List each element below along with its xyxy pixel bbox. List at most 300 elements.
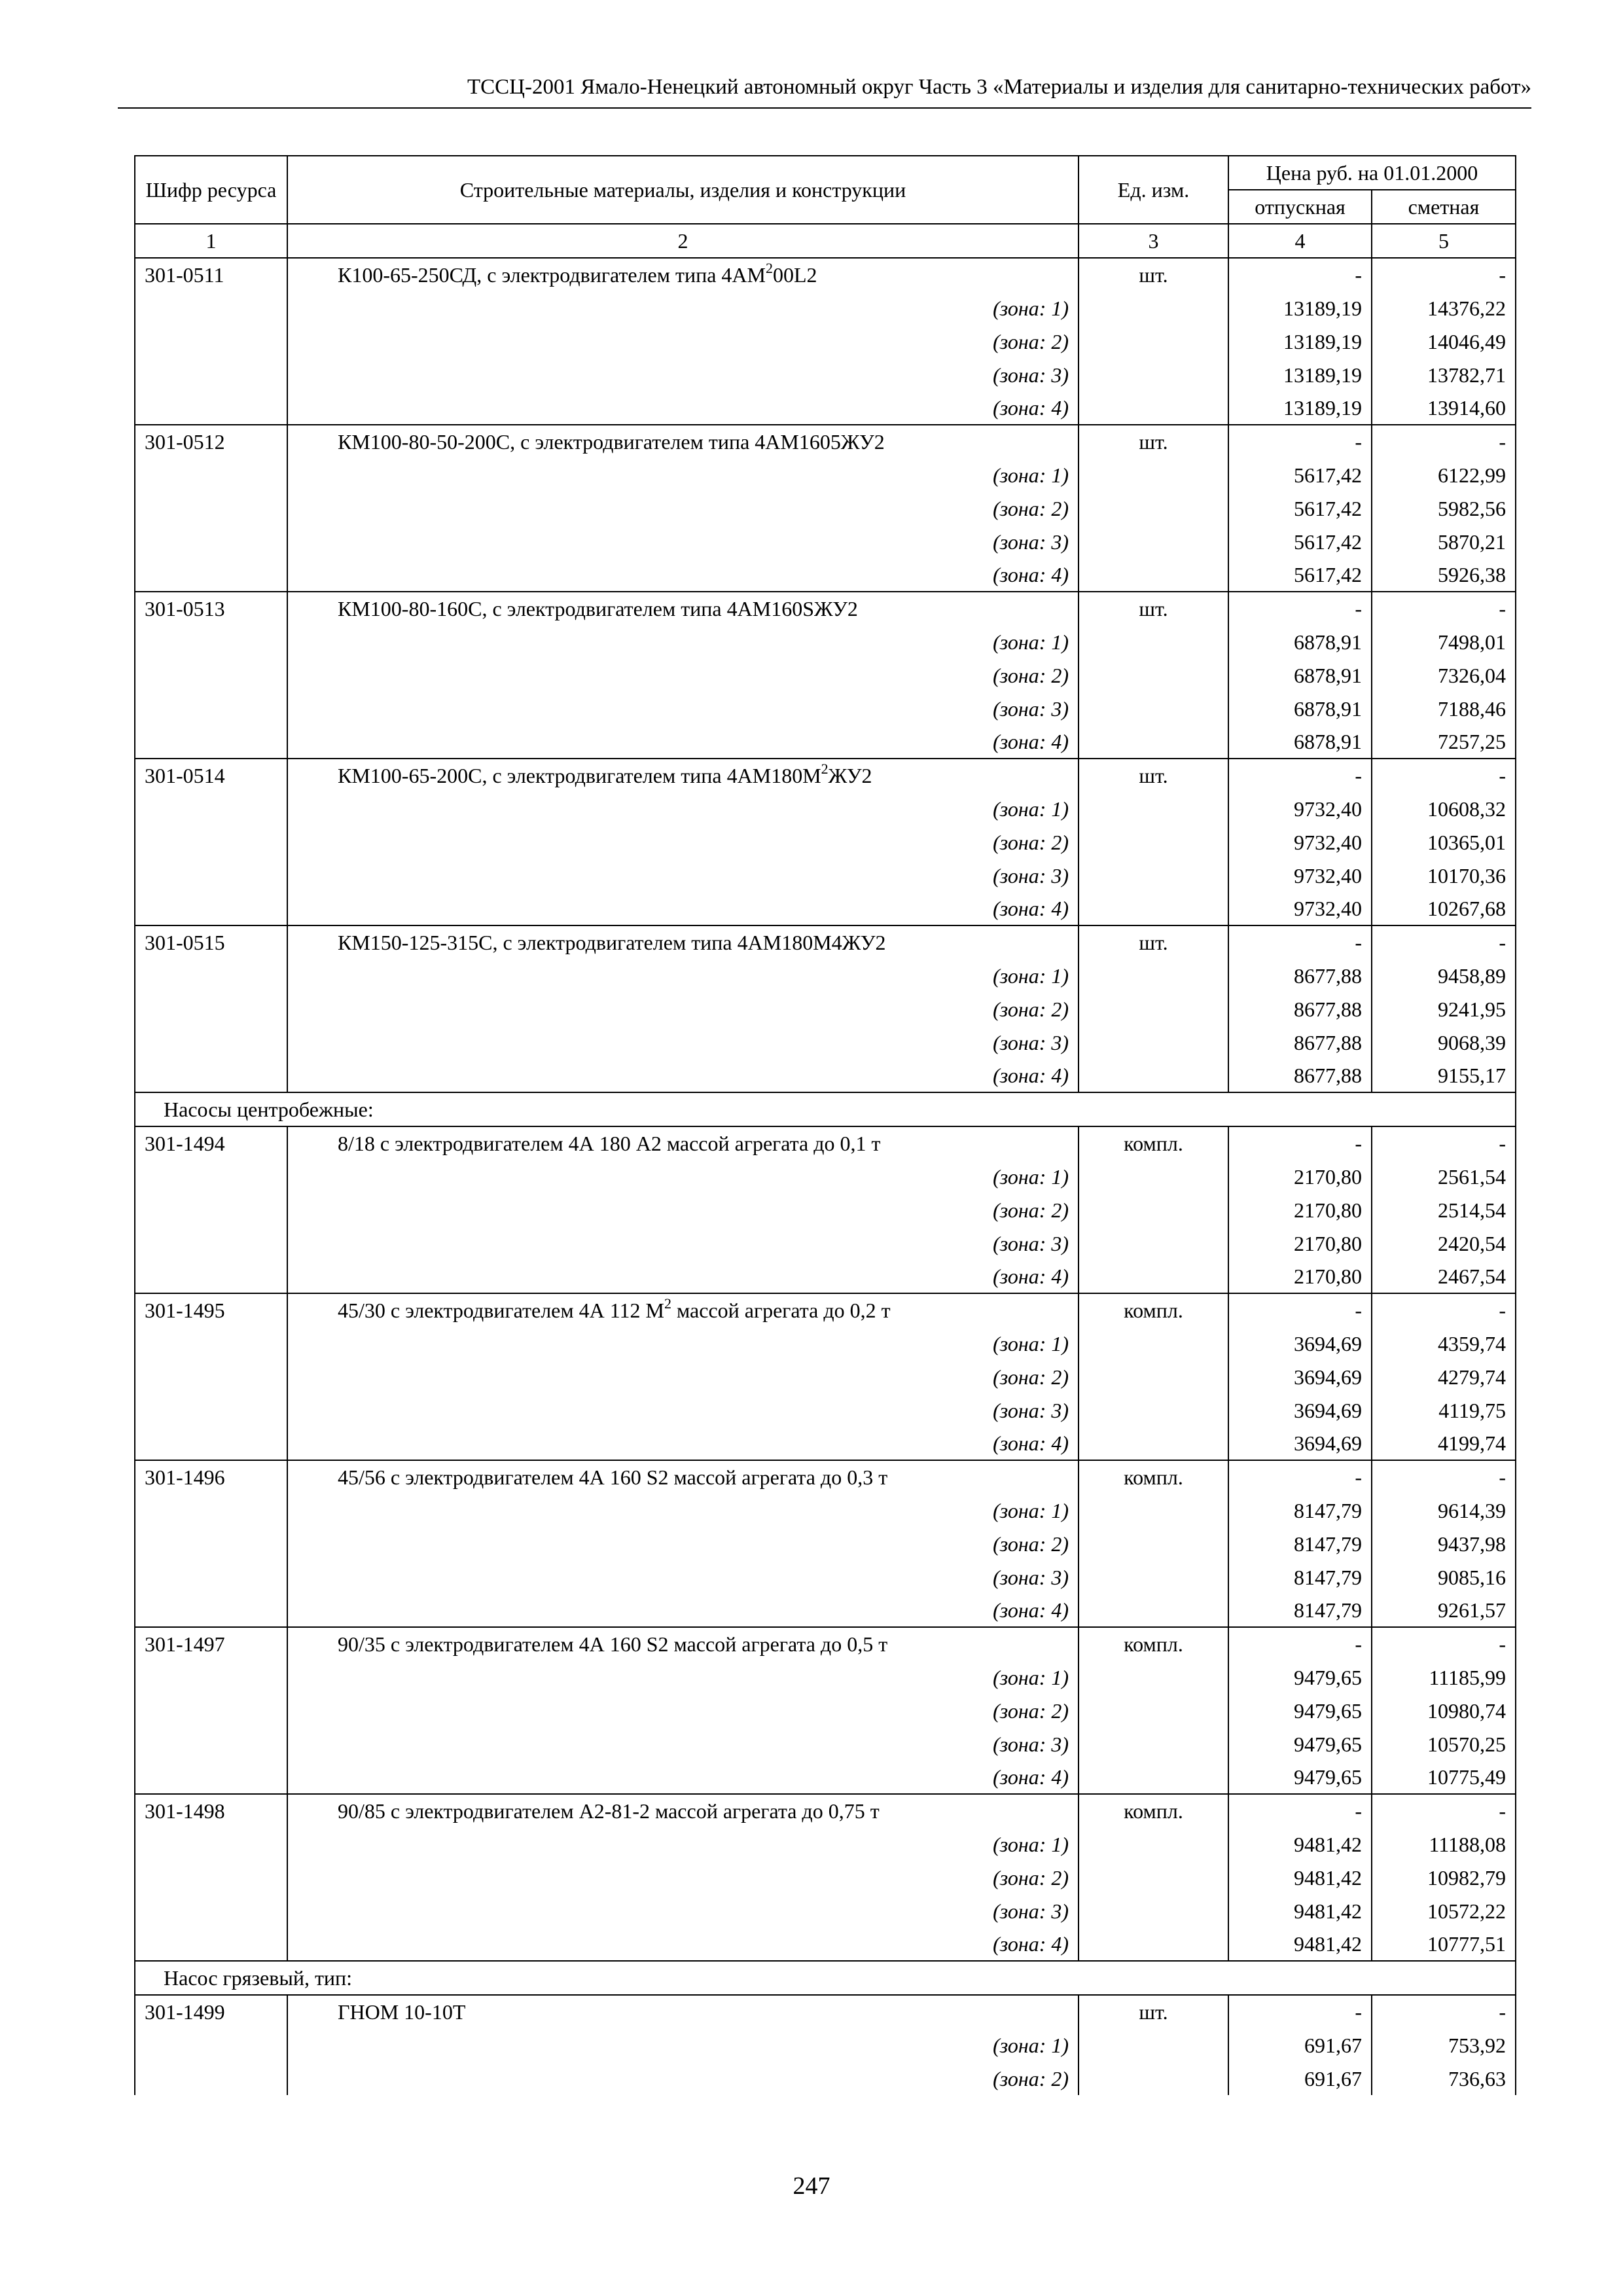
zone-label: (зона: 1) <box>287 2028 1079 2062</box>
price-estimate: 10570,25 <box>1372 1727 1516 1761</box>
table-row <box>135 759 1516 792</box>
price-estimate: 14046,49 <box>1372 325 1516 358</box>
zone-label: (зона: 1) <box>287 1160 1079 1193</box>
empty-code-cell <box>135 1861 287 1894</box>
zone-row <box>135 325 1516 358</box>
price-estimate: - <box>1372 759 1516 792</box>
empty-code-cell <box>135 325 287 358</box>
empty-unit-cell <box>1079 825 1228 859</box>
price-release: 5617,42 <box>1228 458 1372 492</box>
price-release: - <box>1228 759 1372 792</box>
zone-row <box>135 992 1516 1026</box>
empty-unit-cell <box>1079 1527 1228 1560</box>
zone-row <box>135 291 1516 325</box>
table-row <box>135 1460 1516 1494</box>
item-name-tail: ЖУ2 <box>828 764 872 787</box>
header-price-estimate: сметная <box>1372 190 1516 224</box>
empty-code-cell <box>135 992 287 1026</box>
empty-code-cell <box>135 1660 287 1694</box>
price-release: 8677,88 <box>1228 1026 1372 1059</box>
price-release: - <box>1228 1627 1372 1660</box>
price-estimate: 5870,21 <box>1372 525 1516 558</box>
empty-code-cell <box>135 1393 287 1427</box>
price-release: 2170,80 <box>1228 1260 1372 1293</box>
zone-row <box>135 1026 1516 1059</box>
empty-code-cell <box>135 625 287 658</box>
price-estimate: 4119,75 <box>1372 1393 1516 1427</box>
price-estimate: 11185,99 <box>1372 1660 1516 1694</box>
zone-label: (зона: 2) <box>287 658 1079 692</box>
price-estimate: 9458,89 <box>1372 959 1516 992</box>
zone-row <box>135 1227 1516 1260</box>
item-name-superscript: 2 <box>664 1295 671 1312</box>
zone-row <box>135 1327 1516 1360</box>
zone-row <box>135 1894 1516 1928</box>
price-estimate: 10365,01 <box>1372 825 1516 859</box>
price-estimate: - <box>1372 1293 1516 1327</box>
header-price-group: Цена руб. на 01.01.2000 <box>1228 156 1516 190</box>
zone-label: (зона: 1) <box>287 458 1079 492</box>
item-name <box>287 1126 1079 1160</box>
empty-unit-cell <box>1079 1026 1228 1059</box>
empty-unit-cell <box>1079 558 1228 592</box>
price-estimate: - <box>1372 258 1516 291</box>
column-numbers-row <box>135 224 1516 258</box>
price-release: 3694,69 <box>1228 1427 1372 1460</box>
zone-label: (зона: 3) <box>287 525 1079 558</box>
empty-code-cell <box>135 1727 287 1761</box>
empty-code-cell <box>135 725 287 759</box>
unit: компл. <box>1079 1460 1228 1494</box>
price-release: 9732,40 <box>1228 825 1372 859</box>
zone-row <box>135 692 1516 725</box>
price-estimate: 7326,04 <box>1372 658 1516 692</box>
table-row <box>135 592 1516 625</box>
empty-unit-cell <box>1079 1427 1228 1460</box>
zone-row <box>135 1694 1516 1727</box>
zone-row <box>135 492 1516 525</box>
zone-label: (зона: 1) <box>287 1827 1079 1861</box>
resource-code: 301-1499 <box>135 1995 287 2028</box>
empty-code-cell <box>135 1894 287 1928</box>
empty-unit-cell <box>1079 1260 1228 1293</box>
zone-label: (зона: 3) <box>287 692 1079 725</box>
empty-code-cell <box>135 1761 287 1794</box>
zone-label: (зона: 2) <box>287 2062 1079 2095</box>
zone-row <box>135 358 1516 391</box>
resource-code: 301-0515 <box>135 925 287 959</box>
price-estimate: 2467,54 <box>1372 1260 1516 1293</box>
zone-label: (зона: 2) <box>287 1527 1079 1560</box>
price-estimate: 10982,79 <box>1372 1861 1516 1894</box>
price-release: - <box>1228 925 1372 959</box>
table-row <box>135 258 1516 291</box>
item-name-tail: массой агрегата до 0,2 т <box>671 1299 891 1322</box>
zone-label: (зона: 1) <box>287 1327 1079 1360</box>
price-release: 8677,88 <box>1228 992 1372 1026</box>
empty-code-cell <box>135 492 287 525</box>
zone-label: (зона: 2) <box>287 492 1079 525</box>
empty-code-cell <box>135 1327 287 1360</box>
empty-code-cell <box>135 1227 287 1260</box>
price-release: 2170,80 <box>1228 1193 1372 1227</box>
zone-label: (зона: 4) <box>287 558 1079 592</box>
price-release: 9479,65 <box>1228 1660 1372 1694</box>
empty-code-cell <box>135 291 287 325</box>
empty-unit-cell <box>1079 1727 1228 1761</box>
item-name <box>287 759 1079 792</box>
price-release: - <box>1228 425 1372 458</box>
zone-label: (зона: 3) <box>287 1026 1079 1059</box>
section-title: Насос грязевый, тип: <box>135 1961 1516 1995</box>
price-release: 2170,80 <box>1228 1227 1372 1260</box>
item-name-text: КМ100-65-200С, с электродвигателем типа 4АМ180М <box>338 764 821 787</box>
price-release: 9479,65 <box>1228 1761 1372 1794</box>
empty-unit-cell <box>1079 1694 1228 1727</box>
zone-label: (зона: 1) <box>287 959 1079 992</box>
section-title: Насосы центробежные: <box>135 1092 1516 1126</box>
price-estimate: 5982,56 <box>1372 492 1516 525</box>
empty-code-cell <box>135 1427 287 1460</box>
empty-unit-cell <box>1079 492 1228 525</box>
zone-label: (зона: 4) <box>287 1427 1079 1460</box>
empty-unit-cell <box>1079 391 1228 425</box>
zone-row <box>135 458 1516 492</box>
empty-unit-cell <box>1079 291 1228 325</box>
resource-code: 301-1496 <box>135 1460 287 1494</box>
zone-row <box>135 2062 1516 2095</box>
price-estimate: 7188,46 <box>1372 692 1516 725</box>
price-estimate: - <box>1372 1995 1516 2028</box>
price-release: 9732,40 <box>1228 792 1372 825</box>
unit: компл. <box>1079 1293 1228 1327</box>
price-estimate: 9614,39 <box>1372 1494 1516 1527</box>
zone-row <box>135 1059 1516 1092</box>
unit: компл. <box>1079 1794 1228 1827</box>
price-estimate: 9068,39 <box>1372 1026 1516 1059</box>
zone-label: (зона: 3) <box>287 1894 1079 1928</box>
item-name-text: 90/85 с электродвигателем А2-81-2 массой агрегата до 0,75 т <box>338 1799 880 1823</box>
price-estimate: 6122,99 <box>1372 458 1516 492</box>
empty-unit-cell <box>1079 525 1228 558</box>
empty-code-cell <box>135 1360 287 1393</box>
empty-unit-cell <box>1079 1360 1228 1393</box>
price-estimate: 14376,22 <box>1372 291 1516 325</box>
price-estimate: 10572,22 <box>1372 1894 1516 1928</box>
price-estimate: 5926,38 <box>1372 558 1516 592</box>
price-release: 13189,19 <box>1228 391 1372 425</box>
price-release: 691,67 <box>1228 2028 1372 2062</box>
table-body <box>135 258 1516 2095</box>
item-name-text: КМ100-80-160С, с электродвигателем типа 4АМ160SЖУ2 <box>338 597 858 620</box>
item-name-text: КМ150-125-315С, с электродвигателем типа 4АМ180М4ЖУ2 <box>338 931 886 954</box>
price-release: 6878,91 <box>1228 692 1372 725</box>
empty-unit-cell <box>1079 792 1228 825</box>
zone-row <box>135 1193 1516 1227</box>
empty-unit-cell <box>1079 325 1228 358</box>
empty-code-cell <box>135 959 287 992</box>
empty-unit-cell <box>1079 1160 1228 1193</box>
resource-code: 301-1494 <box>135 1126 287 1160</box>
empty-unit-cell <box>1079 1227 1228 1260</box>
price-estimate: 9085,16 <box>1372 1560 1516 1594</box>
price-estimate: 753,92 <box>1372 2028 1516 2062</box>
header-unit: Ед. изм. <box>1079 156 1228 224</box>
unit: шт. <box>1079 425 1228 458</box>
zone-row <box>135 1260 1516 1293</box>
price-estimate: - <box>1372 592 1516 625</box>
price-release: 13189,19 <box>1228 325 1372 358</box>
zone-label: (зона: 3) <box>287 1727 1079 1761</box>
zone-row <box>135 725 1516 759</box>
zone-label: (зона: 2) <box>287 825 1079 859</box>
zone-label: (зона: 4) <box>287 725 1079 759</box>
zone-row <box>135 792 1516 825</box>
empty-code-cell <box>135 658 287 692</box>
zone-row <box>135 892 1516 925</box>
price-release: - <box>1228 1126 1372 1160</box>
empty-unit-cell <box>1079 1193 1228 1227</box>
table-row <box>135 1995 1516 2028</box>
zone-label: (зона: 3) <box>287 1560 1079 1594</box>
zone-label: (зона: 3) <box>287 1227 1079 1260</box>
item-name <box>287 592 1079 625</box>
zone-row <box>135 391 1516 425</box>
zone-row <box>135 1360 1516 1393</box>
resource-code: 301-1497 <box>135 1627 287 1660</box>
zone-label: (зона: 1) <box>287 291 1079 325</box>
empty-code-cell <box>135 558 287 592</box>
section-row <box>135 1092 1516 1126</box>
empty-code-cell <box>135 892 287 925</box>
price-release: 6878,91 <box>1228 625 1372 658</box>
zone-row <box>135 1527 1516 1560</box>
zone-row <box>135 658 1516 692</box>
item-name-superscript: 2 <box>821 761 829 777</box>
zone-label: (зона: 2) <box>287 325 1079 358</box>
table-row <box>135 1627 1516 1660</box>
zone-row <box>135 525 1516 558</box>
table-row <box>135 1293 1516 1327</box>
empty-unit-cell <box>1079 1494 1228 1527</box>
price-release: 8147,79 <box>1228 1494 1372 1527</box>
price-release: 9479,65 <box>1228 1694 1372 1727</box>
empty-unit-cell <box>1079 1761 1228 1794</box>
zone-label: (зона: 1) <box>287 792 1079 825</box>
section-row <box>135 1961 1516 1995</box>
zone-label: (зона: 4) <box>287 1059 1079 1092</box>
price-release: 3694,69 <box>1228 1360 1372 1393</box>
zone-label: (зона: 4) <box>287 892 1079 925</box>
zone-row <box>135 1727 1516 1761</box>
empty-unit-cell <box>1079 2028 1228 2062</box>
price-release: 3694,69 <box>1228 1327 1372 1360</box>
table-row <box>135 925 1516 959</box>
item-name <box>287 1293 1079 1327</box>
zone-row <box>135 859 1516 892</box>
zone-row <box>135 1393 1516 1427</box>
price-estimate: 9155,17 <box>1372 1059 1516 1092</box>
unit: компл. <box>1079 1627 1228 1660</box>
empty-code-cell <box>135 1260 287 1293</box>
zone-label: (зона: 1) <box>287 1494 1079 1527</box>
price-estimate: 4199,74 <box>1372 1427 1516 1460</box>
zone-row <box>135 1660 1516 1694</box>
price-release: 3694,69 <box>1228 1393 1372 1427</box>
zone-label: (зона: 4) <box>287 1928 1079 1961</box>
price-estimate: 11188,08 <box>1372 1827 1516 1861</box>
item-name <box>287 258 1079 291</box>
price-estimate: 9241,95 <box>1372 992 1516 1026</box>
empty-unit-cell <box>1079 358 1228 391</box>
resource-code: 301-0514 <box>135 759 287 792</box>
column-number: 2 <box>287 224 1079 258</box>
resource-code: 301-0512 <box>135 425 287 458</box>
price-estimate: 10267,68 <box>1372 892 1516 925</box>
item-name-text: КМ100-80-50-200С, с электродвигателем типа 4АМ1605ЖУ2 <box>338 430 885 454</box>
empty-code-cell <box>135 1560 287 1594</box>
empty-unit-cell <box>1079 1059 1228 1092</box>
table-row <box>135 425 1516 458</box>
zone-row <box>135 1427 1516 1460</box>
price-release: 9732,40 <box>1228 892 1372 925</box>
item-name <box>287 1627 1079 1660</box>
column-number: 3 <box>1079 224 1228 258</box>
price-estimate: 13782,71 <box>1372 358 1516 391</box>
empty-code-cell <box>135 2028 287 2062</box>
zone-row <box>135 1928 1516 1961</box>
price-estimate: 7257,25 <box>1372 725 1516 759</box>
price-release: 9481,42 <box>1228 1827 1372 1861</box>
price-estimate: - <box>1372 1794 1516 1827</box>
zone-row <box>135 625 1516 658</box>
item-name <box>287 1460 1079 1494</box>
zone-row <box>135 1160 1516 1193</box>
zone-label: (зона: 2) <box>287 1861 1079 1894</box>
item-name-text: 45/30 с электродвигателем 4А 112 М <box>338 1299 664 1322</box>
empty-unit-cell <box>1079 1594 1228 1627</box>
price-release: 8147,79 <box>1228 1594 1372 1627</box>
price-estimate: 4279,74 <box>1372 1360 1516 1393</box>
price-release: 8147,79 <box>1228 1527 1372 1560</box>
empty-unit-cell <box>1079 1560 1228 1594</box>
unit: шт. <box>1079 759 1228 792</box>
header-code: Шифр ресурса <box>135 156 287 224</box>
price-release: 691,67 <box>1228 2062 1372 2095</box>
zone-row <box>135 1560 1516 1594</box>
price-estimate: 2514,54 <box>1372 1193 1516 1227</box>
price-estimate: 4359,74 <box>1372 1327 1516 1360</box>
price-release: 13189,19 <box>1228 358 1372 391</box>
empty-code-cell <box>135 1928 287 1961</box>
empty-unit-cell <box>1079 1393 1228 1427</box>
zone-label: (зона: 3) <box>287 859 1079 892</box>
running-header: ТССЦ-2001 Ямало-Ненецкий автономный округ Часть 3 «Материалы и изделия для санитарно-технических работ» <box>118 73 1531 109</box>
price-release: 9481,42 <box>1228 1861 1372 1894</box>
zone-label: (зона: 4) <box>287 391 1079 425</box>
header-name: Строительные материалы, изделия и конструкции <box>287 156 1079 224</box>
header-price-release: отпускная <box>1228 190 1372 224</box>
price-release: 8677,88 <box>1228 1059 1372 1092</box>
page-number: 247 <box>793 2172 830 2200</box>
price-estimate: 13914,60 <box>1372 391 1516 425</box>
price-estimate: 10980,74 <box>1372 1694 1516 1727</box>
empty-code-cell <box>135 391 287 425</box>
zone-row <box>135 959 1516 992</box>
price-estimate: - <box>1372 425 1516 458</box>
price-table <box>134 155 1516 2095</box>
column-number: 1 <box>135 224 287 258</box>
price-release: - <box>1228 1460 1372 1494</box>
price-release: 5617,42 <box>1228 558 1372 592</box>
empty-code-cell <box>135 1026 287 1059</box>
price-release: 2170,80 <box>1228 1160 1372 1193</box>
zone-label: (зона: 1) <box>287 1660 1079 1694</box>
empty-code-cell <box>135 1594 287 1627</box>
column-number: 5 <box>1372 224 1516 258</box>
zone-label: (зона: 4) <box>287 1761 1079 1794</box>
empty-unit-cell <box>1079 625 1228 658</box>
empty-unit-cell <box>1079 1894 1228 1928</box>
price-estimate: 2420,54 <box>1372 1227 1516 1260</box>
table-row <box>135 1794 1516 1827</box>
zone-label: (зона: 4) <box>287 1260 1079 1293</box>
price-estimate: 9261,57 <box>1372 1594 1516 1627</box>
price-release: 5617,42 <box>1228 525 1372 558</box>
price-release: 9479,65 <box>1228 1727 1372 1761</box>
price-release: - <box>1228 1995 1372 2028</box>
price-release: - <box>1228 592 1372 625</box>
column-number: 4 <box>1228 224 1372 258</box>
item-name <box>287 1995 1079 2028</box>
price-release: 6878,91 <box>1228 725 1372 759</box>
price-release: - <box>1228 1293 1372 1327</box>
empty-unit-cell <box>1079 2062 1228 2095</box>
zone-row <box>135 1861 1516 1894</box>
empty-code-cell <box>135 1193 287 1227</box>
price-release: 8677,88 <box>1228 959 1372 992</box>
zone-label: (зона: 2) <box>287 1360 1079 1393</box>
empty-code-cell <box>135 825 287 859</box>
price-estimate: 2561,54 <box>1372 1160 1516 1193</box>
unit: шт. <box>1079 925 1228 959</box>
price-estimate: 736,63 <box>1372 2062 1516 2095</box>
empty-code-cell <box>135 1694 287 1727</box>
item-name-text: К100-65-250СД, с электродвигателем типа 4АМ <box>338 263 766 287</box>
price-estimate: 7498,01 <box>1372 625 1516 658</box>
price-release: 13189,19 <box>1228 291 1372 325</box>
unit: шт. <box>1079 592 1228 625</box>
empty-unit-cell <box>1079 1861 1228 1894</box>
empty-code-cell <box>135 859 287 892</box>
empty-unit-cell <box>1079 725 1228 759</box>
price-estimate: 9437,98 <box>1372 1527 1516 1560</box>
resource-code: 301-0511 <box>135 258 287 291</box>
unit: компл. <box>1079 1126 1228 1160</box>
empty-code-cell <box>135 1160 287 1193</box>
resource-code: 301-0513 <box>135 592 287 625</box>
empty-code-cell <box>135 525 287 558</box>
empty-unit-cell <box>1079 892 1228 925</box>
zone-row <box>135 2028 1516 2062</box>
resource-code: 301-1495 <box>135 1293 287 1327</box>
empty-code-cell <box>135 792 287 825</box>
price-estimate: 10170,36 <box>1372 859 1516 892</box>
empty-unit-cell <box>1079 959 1228 992</box>
empty-code-cell <box>135 358 287 391</box>
price-estimate: 10775,49 <box>1372 1761 1516 1794</box>
item-name-superscript: 2 <box>765 260 773 276</box>
